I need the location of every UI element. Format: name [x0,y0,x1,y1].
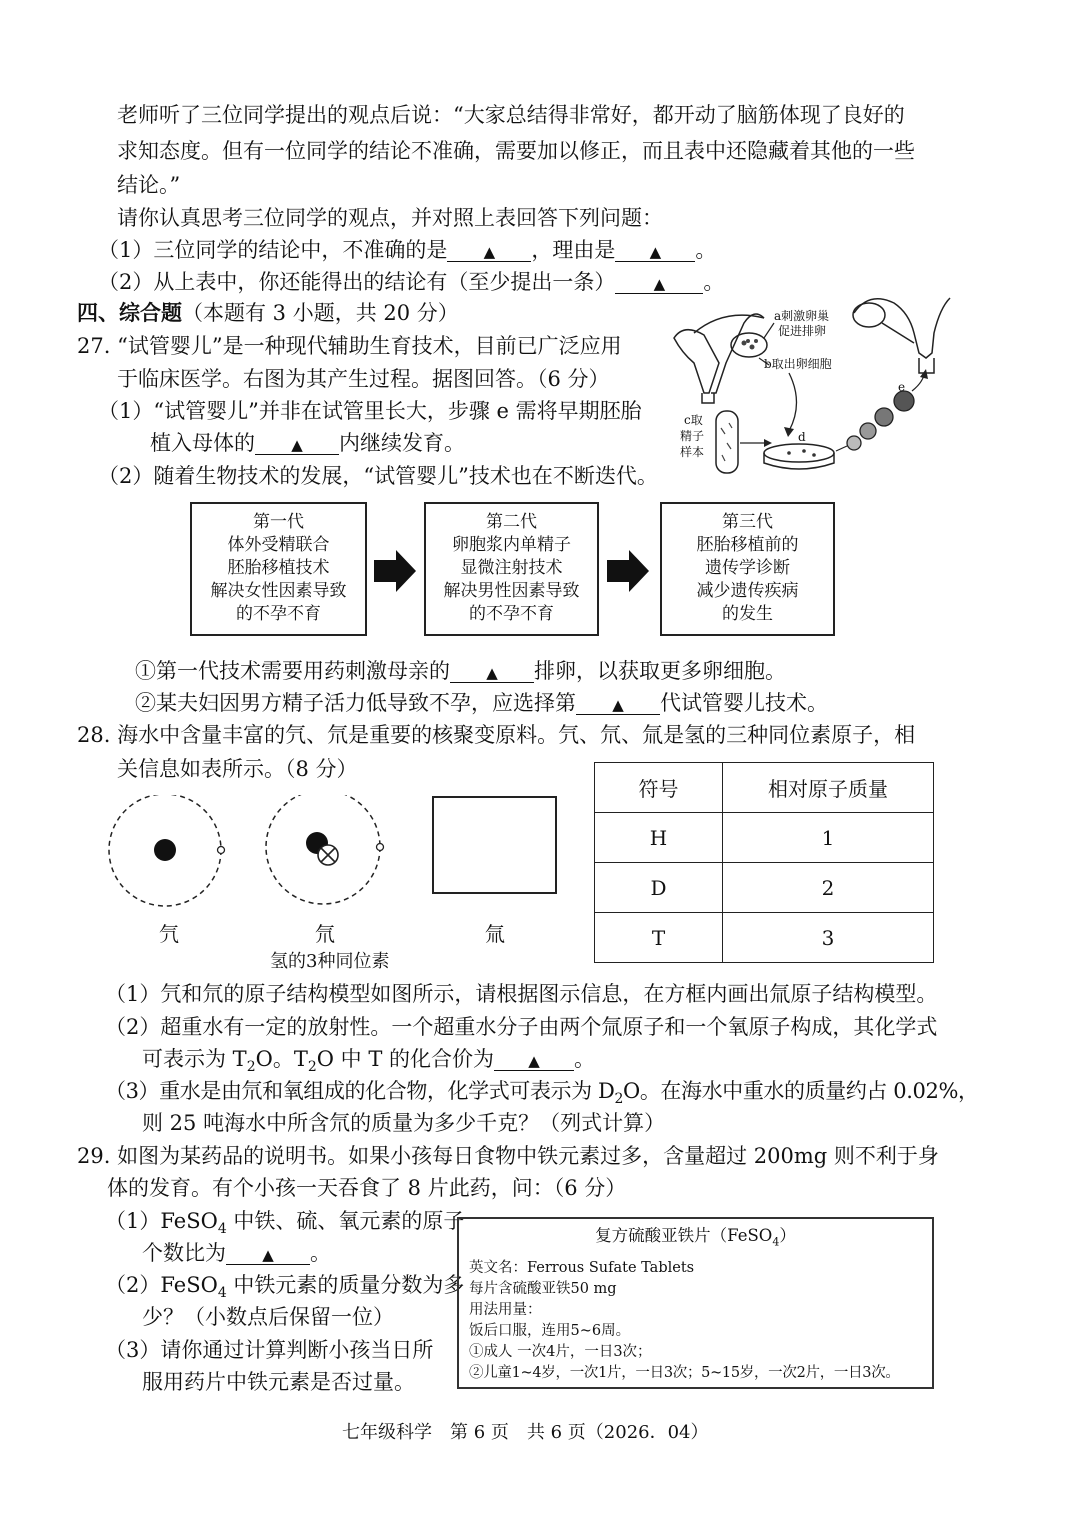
uterus-left-icon [674,314,767,403]
tritium-drawing-box [433,797,556,893]
diagram-label-b: b取出卵细胞 [764,357,832,371]
answer-blank[interactable]: ▲ [615,243,695,262]
deuterium-label: 氘 [315,922,335,946]
answer-blank[interactable]: ▲ [615,275,703,294]
q29-sub-1a: （1）FeSO$_4$ 中铁、硫、氧元素的原子 [105,1209,465,1238]
table-row: H 1 [595,813,934,863]
q29-line-2: 体的发育。有个小孩一天吞食了 8 片此药，问：（6 分） [107,1176,627,1200]
answer-blank[interactable]: ▲ [226,1246,310,1265]
isotope-caption: 氢的3种同位素 [270,951,390,972]
answer-blank[interactable]: ▲ [450,664,534,683]
q29-line-1: 29. 如图为某药品的说明书。如果小孩每日食物中铁元素过多，含量超过 200mg 则不利于身 [77,1144,939,1168]
q27-line-2: 于临床医学。右图为其产生过程。据图回答。（6 分） [117,367,610,391]
q27-sub-ii: ②某夫妇因男方精子活力低导致不孕，应选择第 ▲ 代试管婴儿技术。 [135,691,828,715]
answer-blank[interactable]: ▲ [447,243,531,262]
tritium-label: 氚 [485,922,505,946]
drug-label-line: ②儿童1~4岁，一次1片，一日3次；5~15岁，一次2片，一日3次。 [469,1365,900,1382]
answer-blank[interactable]: ▲ [494,1052,574,1071]
q29-sub-3b: 服用药片中铁元素是否过量。 [142,1370,415,1394]
q27-sub-1a: （1）“试管婴儿”并非在试管里长大，步骤 e 需将早期胚胎 [98,399,642,423]
arrow-right-icon [605,548,651,594]
q27-sub-2: （2）随着生物技术的发展，“试管婴儿”技术也在不断迭代。 [98,464,658,488]
isotope-models [105,795,575,915]
q27-sub-i: ①第一代技术需要用药刺激母亲的 ▲ 排卵，以获取更多卵细胞。 [135,659,786,683]
drug-label-title: 复方硫酸亚铁片（FeSO$_4$） [595,1226,796,1249]
answer-blank[interactable]: ▲ [255,436,339,455]
arrow-right-icon [372,548,418,594]
table-header: 相对原子质量 [723,763,934,813]
diagram-label-a: a刺激卵巢 [774,309,830,323]
intro-line-4: 请你认真思考三位同学的观点，并对照上表回答下列问题： [117,206,663,230]
diagram-label-c3: 样本 [680,445,705,459]
ovary-eggs-icon [742,339,759,350]
uterus-right-icon [853,298,950,373]
intro-question-1: （1）三位同学的结论中，不准确的是 ▲ ，理由是 ▲ 。 [98,238,717,262]
q28-sub-2b: 可表示为 $T_2O$。$T_2O$ 中 T 的化合价为 ▲ 。 [142,1047,596,1076]
q28-line-2: 关信息如表所示。（8 分） [117,757,358,781]
drug-label-line: 饭后口服，连用5~6周。 [469,1323,631,1340]
diagram-label-c2: 精子 [680,429,705,443]
diagram-label-e: e [898,380,906,394]
diagram-label-a2: 促进排卵 [778,324,827,338]
q29-sub-1b: 个数比为 ▲ 。 [142,1241,331,1265]
table-row: T 3 [595,913,934,963]
deuterium-model-icon [266,795,384,904]
q29-sub-2b: 少？（小数点后保留一位） [142,1305,394,1329]
generation-1-box: 第一代 体外受精联合 胚胎移植技术 解决女性因素导致 的不孕不育 [190,502,367,636]
generation-3-box: 第三代 胚胎移植前的 遗传学诊断 减少遗传疾病 的发生 [660,502,835,636]
intro-question-2: （2）从上表中，你还能得出的结论有（至少提出一条） ▲ 。 [98,270,725,294]
drug-label-line: ①成人 一次4片，一日3次； [469,1344,652,1361]
q28-line-1: 28. 海水中含量丰富的氕、氘是重要的核聚变原料。氕、氘、氚是氢的三种同位素原子，相 [77,723,916,747]
q28-sub-3a: （3）重水是由氘和氧组成的化合物，化学式可表示为 $D_2O$。在海水中重水的质量约占 0.02%， [105,1079,979,1108]
drug-label-line: 英文名：Ferrous Sufate Tablets [469,1260,695,1277]
q29-sub-2a: （2）FeSO$_4$ 中铁元素的质量分数为多 [105,1273,465,1302]
protium-label: 氕 [159,922,179,946]
q29-sub-3a: （3）请你通过计算判断小孩当日所 [105,1338,434,1362]
answer-blank[interactable]: ▲ [576,696,660,715]
q27-sub-1b: 植入母体的 ▲ 内继续发育。 [150,431,465,455]
q28-sub-3b: 则 25 吨海水中所含氘的质量为多少千克？（列式计算） [142,1111,666,1135]
q28-sub-2a: （2）超重水有一定的放射性。一个超重水分子由两个氚原子和一个氧原子构成，其化学式 [105,1015,938,1039]
generation-2-box: 第二代 卵胞浆内单精子 显微注射技术 解决男性因素导致 的不孕不育 [424,502,599,636]
drug-label-box [457,1217,934,1389]
q28-sub-1: （1）氕和氘的原子结构模型如图所示，请根据图示信息，在方框内画出氚原子结构模型。 [105,982,938,1006]
diagram-label-d: d [798,430,806,444]
sperm-test-tube-icon [716,411,738,473]
protium-model-icon [109,795,225,906]
intro-line-3: 结论。” [117,173,181,197]
isotope-table [594,762,934,963]
embryo-stages-icon [847,391,914,450]
table-header: 符号 [595,763,723,813]
petri-dish-icon [764,444,834,469]
q27-line-1: 27. “试管婴儿”是一种现代辅助生育技术，目前已广泛应用 [77,334,622,358]
drug-label-line: 每片含硫酸亚铁50 mg [469,1281,617,1298]
drug-label-line: 用法用量： [469,1302,542,1319]
table-row: D 2 [595,863,934,913]
intro-line-2: 求知态度。但有一位同学的结论不准确，需要加以修正，而且表中还隐藏着其他的一些 [117,139,915,163]
intro-line-1: 老师听了三位同学提出的观点后说：“大家总结得非常好，都开动了脑筋体现了良好的 [117,103,905,127]
section-heading: 四、综合题（本题有 3 小题，共 20 分） [77,300,459,325]
diagram-label-c1: c取 [684,413,703,427]
page-footer: 七年级科学 第 6 页 共 6 页（2026．04） [342,1422,709,1443]
